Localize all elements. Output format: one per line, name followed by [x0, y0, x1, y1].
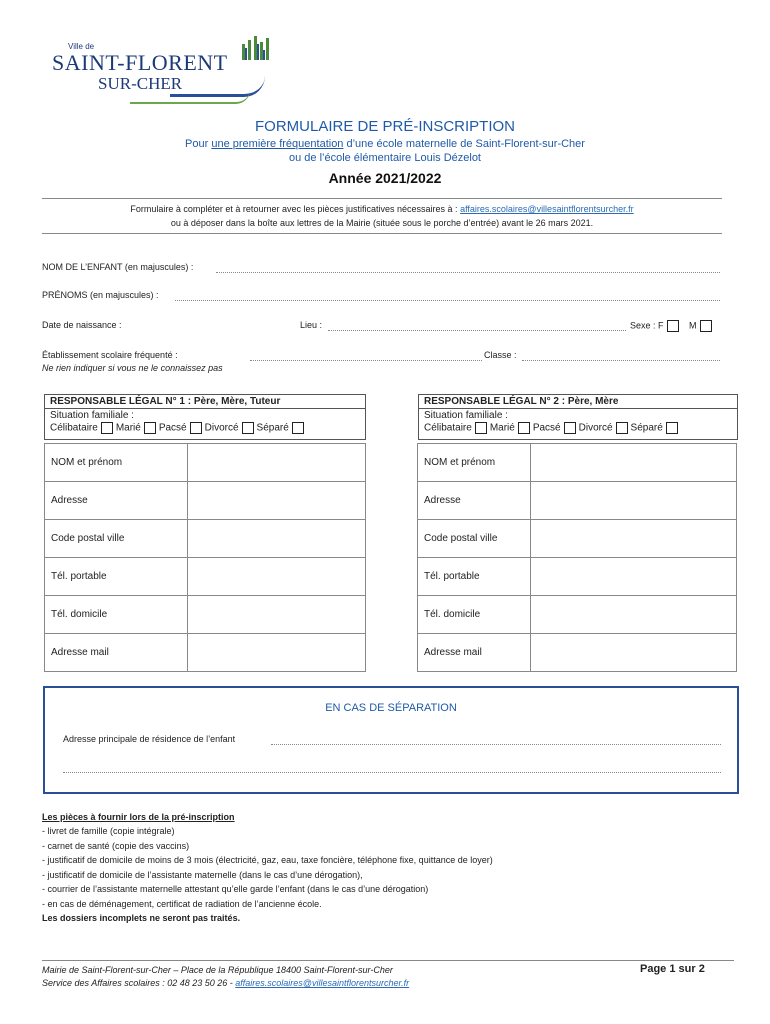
r1-nom-field[interactable]	[188, 444, 366, 482]
child-firstnames-field[interactable]	[175, 300, 720, 301]
row-label: Adresse	[418, 482, 531, 520]
footer-address: Mairie de Saint-Florent-sur-Cher – Place de la République 18400 Saint-Florent-sur-Cher	[42, 965, 393, 975]
birthplace-label: Lieu :	[300, 320, 323, 330]
r1-separe-checkbox[interactable]	[292, 422, 304, 434]
instructions-line2: ou à déposer dans la boîte aux lettres de la Mairie (située sous le porche d’entrée) avant le 26 mars 2021.	[170, 218, 594, 228]
r2-portable-field[interactable]	[531, 558, 737, 596]
table-row	[418, 482, 737, 520]
list-item: - courrier de l’assistante maternelle attestant qu’elle garde l’enfant (dans le cas d’une dérogation)	[42, 884, 429, 894]
list-item: - justificatif de domicile de moins de 3 mois (électricité, gaz, eau, taxe foncière, téléphone fixe, quittance de loyer)	[42, 855, 493, 865]
r2-separe-checkbox[interactable]	[666, 422, 678, 434]
row-label: Adresse mail	[418, 634, 531, 672]
r1-adresse-field[interactable]	[188, 482, 366, 520]
school-note: Ne rien indiquer si vous ne le connaissez pas	[42, 363, 223, 373]
trees-icon	[236, 32, 276, 72]
footer-divider	[42, 960, 734, 961]
birthdate-label: Date de naissance :	[42, 320, 122, 330]
table-row	[418, 596, 737, 634]
row-label: Code postal ville	[418, 520, 531, 558]
school-label: Établissement scolaire fréquenté :	[42, 350, 178, 360]
form-subtitle-2: ou de l’école élémentaire Louis Dézelot	[288, 152, 481, 164]
r2-adresse-field[interactable]	[531, 482, 737, 520]
birthplace-field[interactable]	[328, 330, 626, 331]
r2-nom-field[interactable]	[531, 444, 737, 482]
responsable-2-title: RESPONSABLE LÉGAL N° 2 : Père, Mère	[419, 395, 737, 409]
separation-address-field[interactable]	[271, 744, 721, 745]
r2-mail-field[interactable]	[531, 634, 737, 672]
table-row	[418, 520, 737, 558]
r1-marie-checkbox[interactable]	[144, 422, 156, 434]
row-label: Adresse mail	[45, 634, 188, 672]
table-row	[45, 596, 366, 634]
pieces-warning: Les dossiers incomplets ne seront pas traités.	[42, 913, 241, 923]
responsable-1-options: Célibataire Marié Pacsé Divorcé Séparé	[45, 422, 365, 435]
page-number: Page 1 sur 2	[640, 963, 705, 975]
responsable-2-table	[417, 443, 737, 672]
footer-email-link[interactable]: affaires.scolaires@villesaintflorentsurcher.fr	[235, 978, 410, 988]
instructions-line1: Formulaire à compléter et à retourner avec les pièces justificatives nécessaires à : affaires.scolaires@villesaintflorentsurcher.fr	[130, 204, 634, 214]
logo-wave-green	[130, 90, 250, 104]
responsable-1-box	[44, 394, 366, 440]
pieces-title: Les pièces à fournir lors de la pré-inscription	[42, 812, 235, 822]
r2-domicile-field[interactable]	[531, 596, 737, 634]
divider-bottom	[42, 233, 722, 234]
separation-address-field-2[interactable]	[63, 772, 721, 773]
table-row	[45, 634, 366, 672]
r1-cp-field[interactable]	[188, 520, 366, 558]
r1-mail-field[interactable]	[188, 634, 366, 672]
pieces-section	[42, 812, 493, 923]
sex-m-checkbox[interactable]	[700, 320, 712, 332]
class-field[interactable]	[522, 360, 720, 361]
town-logo	[50, 32, 230, 102]
table-row	[45, 520, 366, 558]
footer-service: Service des Affaires scolaires : 02 48 23 50 26 - affaires.scolaires@villesaintflorentsurcher.fr	[42, 978, 410, 988]
email-link[interactable]: affaires.scolaires@villesaintflorentsurcher.fr	[460, 204, 634, 214]
child-firstnames-label: PRÉNOMS (en majuscules) :	[42, 290, 159, 300]
class-label: Classe :	[484, 350, 517, 360]
responsable-1-table	[44, 443, 366, 672]
responsable-1-situation: Situation familiale :	[50, 410, 134, 421]
row-label: Tél. domicile	[418, 596, 531, 634]
table-row	[45, 558, 366, 596]
separation-box	[43, 686, 739, 794]
row-label: Adresse	[45, 482, 188, 520]
r2-marie-checkbox[interactable]	[518, 422, 530, 434]
r2-cp-field[interactable]	[531, 520, 737, 558]
r1-celibataire-checkbox[interactable]	[101, 422, 113, 434]
list-item: - justificatif de domicile de l’assistante maternelle (dans le cas d’une dérogation),	[42, 869, 363, 880]
responsable-2-box	[418, 394, 738, 440]
row-label: NOM et prénom	[418, 444, 531, 482]
responsable-2-options: Célibataire Marié Pacsé Divorcé Séparé	[419, 422, 737, 435]
logo-small-text: Ville de	[68, 42, 95, 51]
school-year: Année 2021/2022	[328, 170, 442, 186]
row-label: Tél. portable	[418, 558, 531, 596]
table-row	[418, 634, 737, 672]
table-row	[45, 444, 366, 482]
list-item: - en cas de déménagement, certificat de radiation de l’ancienne école.	[42, 898, 322, 909]
r2-pacse-checkbox[interactable]	[564, 422, 576, 434]
r1-divorce-checkbox[interactable]	[242, 422, 254, 434]
row-label: Tél. domicile	[45, 596, 188, 634]
responsable-1-title: RESPONSABLE LÉGAL N° 1 : Père, Mère, Tuteur	[45, 395, 365, 409]
r2-divorce-checkbox[interactable]	[616, 422, 628, 434]
r2-celibataire-checkbox[interactable]	[475, 422, 487, 434]
list-item: - livret de famille (copie intégrale)	[42, 826, 175, 836]
school-field[interactable]	[250, 360, 482, 361]
child-name-field[interactable]	[216, 272, 720, 273]
responsable-2-situation: Situation familiale :	[424, 410, 508, 421]
logo-line1: SAINT-FLORENT	[52, 50, 228, 75]
divider-top	[42, 198, 722, 199]
child-name-label: NOM DE L’ENFANT (en majuscules) :	[42, 262, 194, 272]
table-row	[418, 444, 737, 482]
r1-domicile-field[interactable]	[188, 596, 366, 634]
form-subtitle: Pour une première fréquentation d’une école maternelle de Saint-Florent-sur-Cher	[185, 138, 585, 150]
form-title: FORMULAIRE DE PRÉ-INSCRIPTION	[254, 118, 516, 135]
logo-line2: SUR-CHER	[98, 74, 183, 93]
sex-selector: Sexe : F M	[630, 320, 715, 332]
separation-address-label: Adresse principale de résidence de l’enfant	[63, 734, 236, 744]
list-item: - carnet de santé (copie des vaccins)	[42, 840, 190, 851]
table-row	[45, 482, 366, 520]
table-row	[418, 558, 737, 596]
row-label: Code postal ville	[45, 520, 188, 558]
sex-f-checkbox[interactable]	[667, 320, 679, 332]
row-label: NOM et prénom	[45, 444, 188, 482]
r1-pacse-checkbox[interactable]	[190, 422, 202, 434]
separation-title: EN CAS DE SÉPARATION	[325, 702, 457, 714]
r1-portable-field[interactable]	[188, 558, 366, 596]
row-label: Tél. portable	[45, 558, 188, 596]
